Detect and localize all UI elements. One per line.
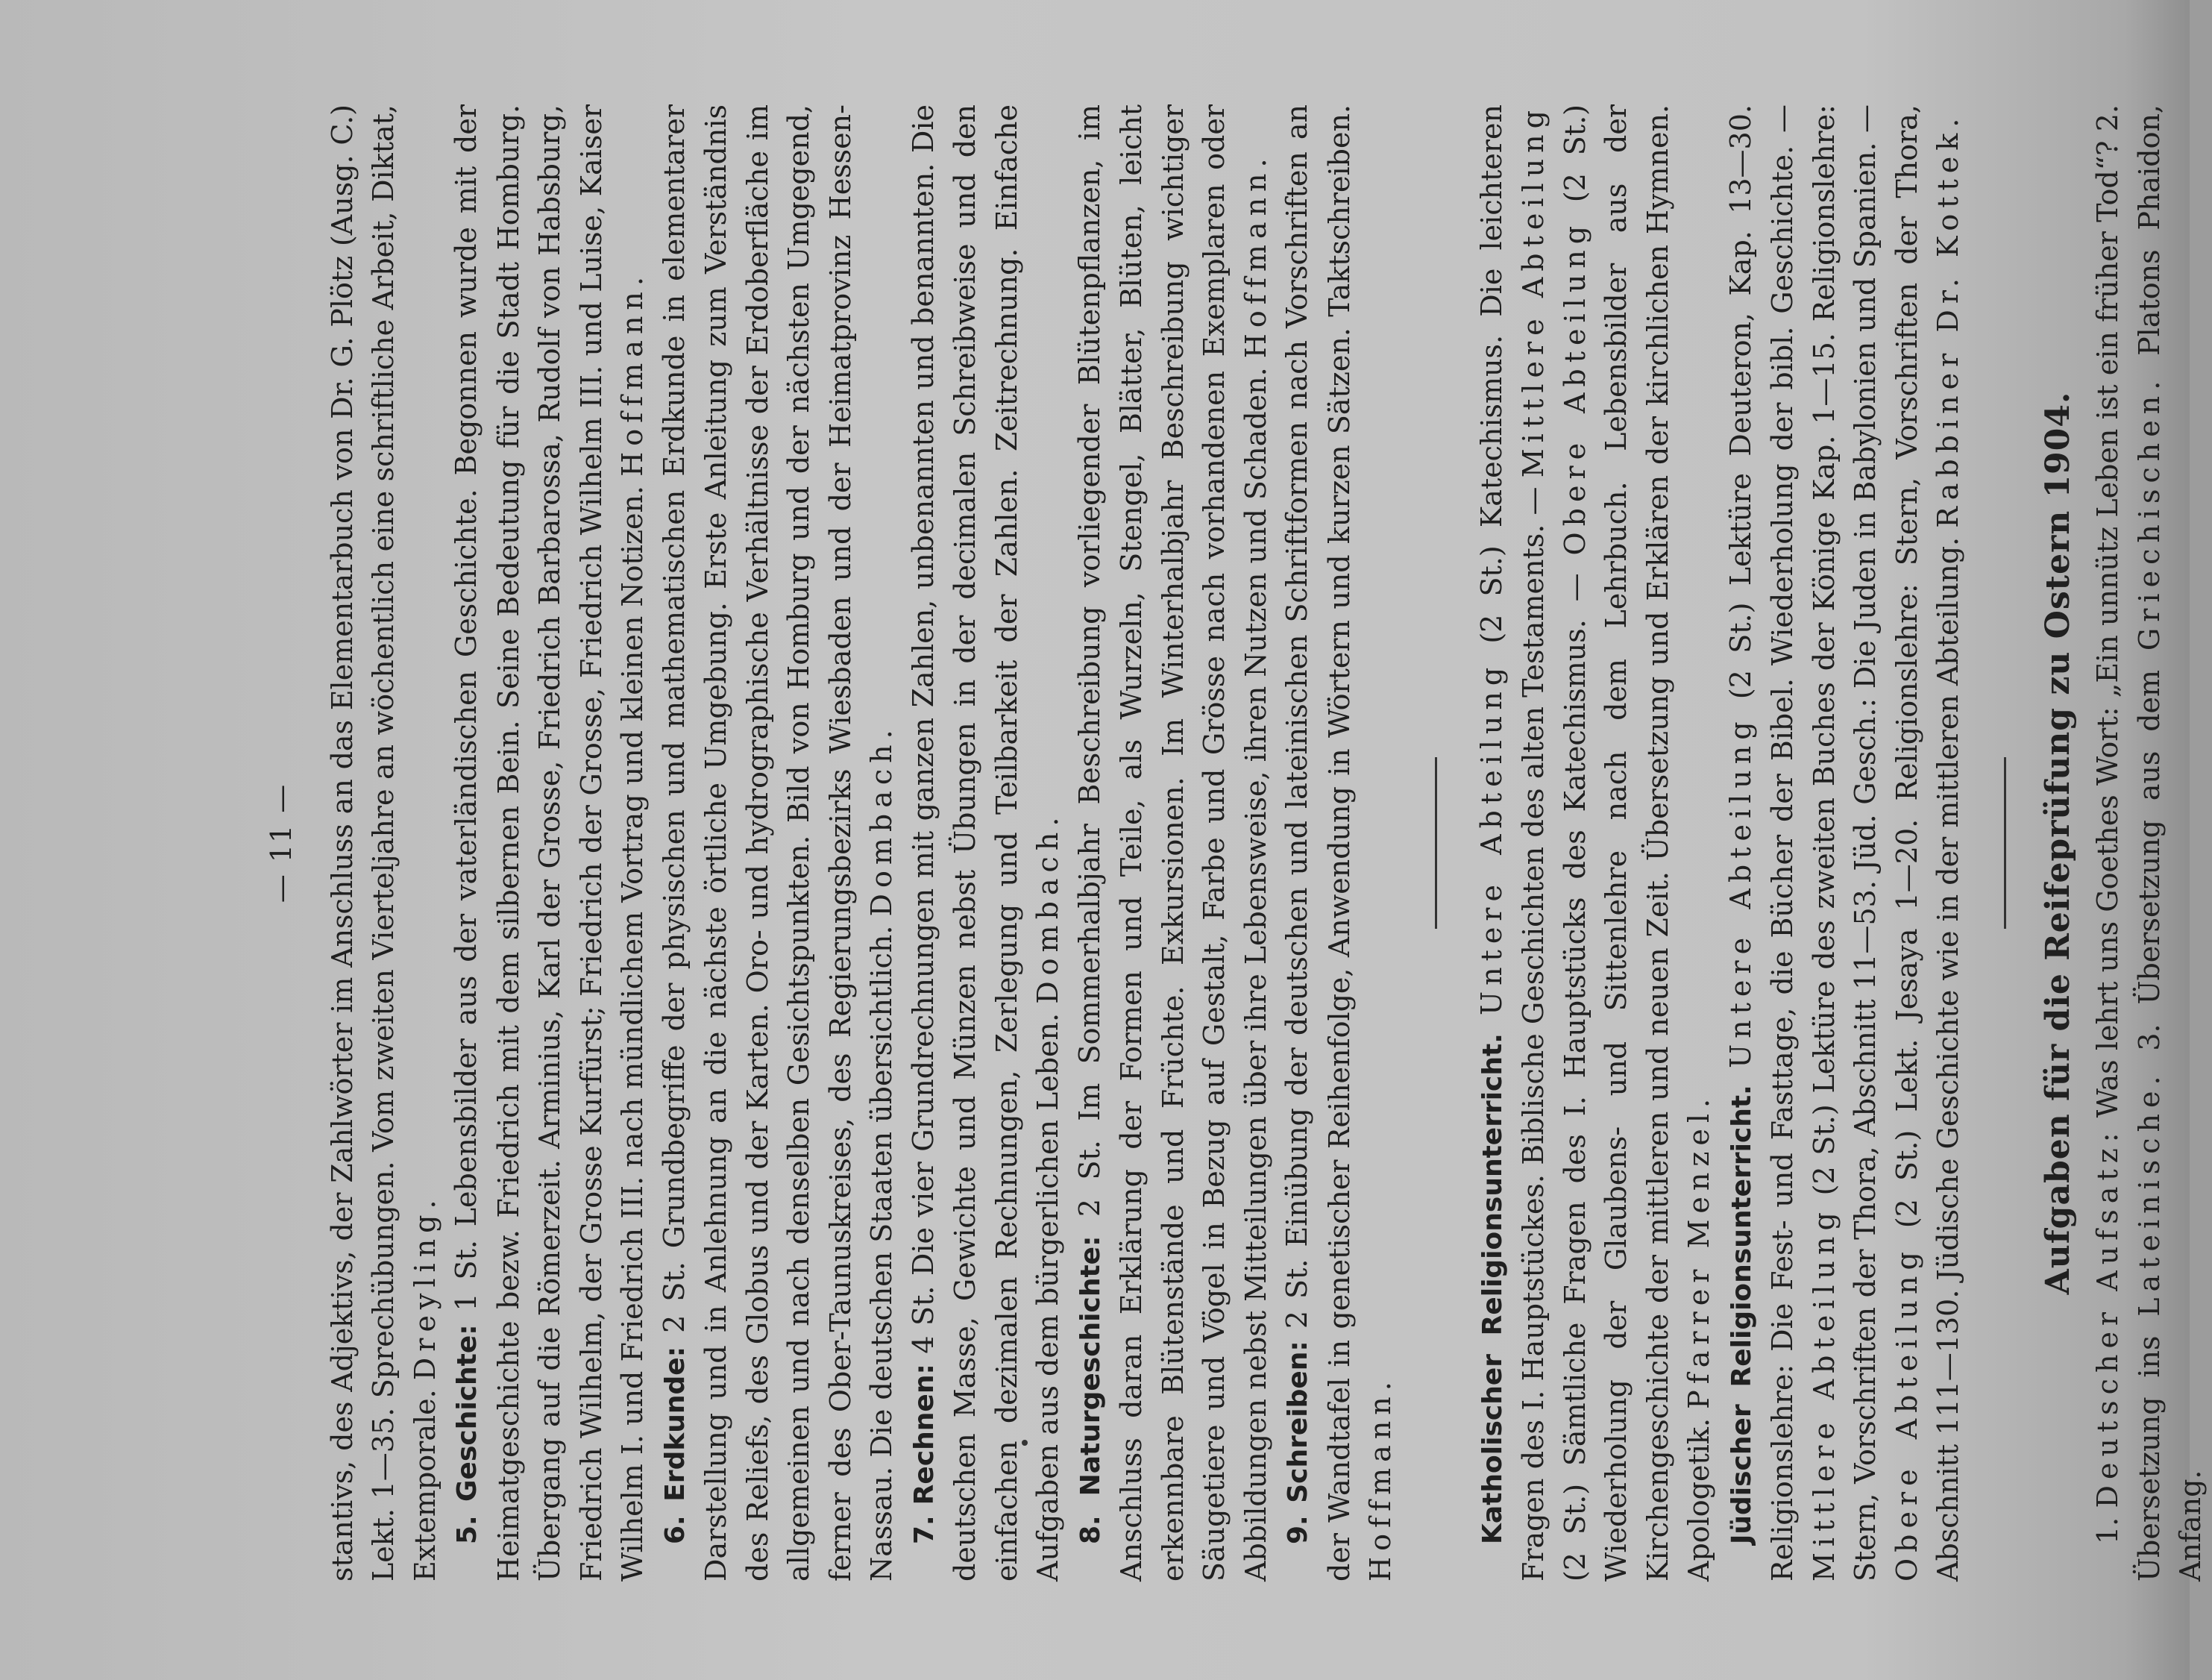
section-heading: 8. Naturgeschichte: <box>1075 1235 1106 1544</box>
catholic-middle-label: Mittlere Abteilung <box>1517 104 1550 478</box>
section-rechnen <box>903 104 1069 1582</box>
section-text: 2 St. Einübung der deutschen und lateinischen Schriftformen nach Vorschriften an der Wandtafel in genetischer Reihenfolge, Anwendung in Wörtern und kurzen Sätzen. Taktschreiben. <box>1281 104 1356 1582</box>
exam-item-text: Was lehrt uns Goethes Wort: „Ein unnütz Leben ist ein früher Tod“? <box>2091 140 2124 1118</box>
section-text: 1 St. Lebensbilder aus der vaterländischen Geschichte. Begonnen wurde mit der Heimatgeschichte bezw. Friedrich mit dem silbernen Bein. Seine Bedeutung für die Stadt Homburg. Übergang auf die Römerzeit. Arminius, Karl der Grosse, Friedrich Barbarossa, Rudolf von Habsburg, Friedrich Wilhelm, der Grosse Kurfürst; Friedrich der Grosse, Friedrich Wilhelm III. und Luise, Kaiser Wilhelm I. und Friedrich III. nach mündlichem Vortrag und kleinen Notizen. <box>450 104 649 1582</box>
catholic-upper-label: Obere Abteilung <box>1558 219 1592 556</box>
jewish-upper-text: (2 St.) Lekt. Jesaya 1—20. Religionslehre: Stern, Vorschriften der Thora, Abschnitt 111—130. Jüdische Geschichte wie in der mittleren Abteilung. <box>1890 104 1964 1582</box>
jewish-lower-label: Untere Abteilung <box>1724 715 1757 1068</box>
intro-teacher: Dreyling. <box>408 1194 442 1381</box>
section-teacher: Hoffmann. <box>616 271 649 477</box>
divider-rule <box>2004 757 2006 929</box>
exam-item-text: Übersetzung ins <box>2132 1335 2166 1582</box>
exam-item-text: Übersetzung aus dem <box>2132 669 2166 1005</box>
exam-item-number: 2. <box>2091 104 2124 132</box>
exam-item-label: Griechischen. <box>2132 374 2166 651</box>
section-text: 4 St. Die vier Grundrechnungen mit ganzen Zahlen, unbenannten und benannten. Die deutschen Masse, Gewichte und Münzen nebst Übungen in der decimalen Schreibweise und den einfachen dezimalen Rechnungen, Zerlegung und Teilbarkeit der Zahlen. Zeitrechnung. Einfache Aufgaben aus dem bürgerlichen Leben. <box>906 104 1064 1582</box>
jewish-middle-label: Mittlere Abteilung <box>1807 1206 1841 1582</box>
jewish-middle-text: (2 St.) Lektüre des zweiten Buches der Könige Kap. 1—15. Religionslehre: Stern, Vorschriften der Thora, Abschnitt 11—53. Jüd. Gesch.: Die Juden in Babylonien und Spanien. — <box>1807 104 1882 1582</box>
catholic-lower-text: (2 St.) Katechismus. Die leichteren Fragen des I. Hauptstückes. Biblische Geschichten des alten Testaments. — <box>1474 104 1550 1582</box>
section-text: 2 St. Im Sommerhalbjahr Beschreibung vorliegender Blütenpflanzen, im Anschluss daran Erklärung der Formen und Teile, als Wurzeln, Stengel, Blätter, Blüten, leicht erkennbare Blütenstände und Früchte. Exkursionen. Im Winterhalbjahr Beschreibung wichtiger Säugetiere und Vögel in Bezug auf Gestalt, Farbe und Grösse nach vorhandenen Exemplaren oder Abbildungen nebst Mitteilungen über ihre Lebensweise, ihren Nutzen und Schaden. <box>1072 104 1272 1582</box>
intro-text: stantivs, des Adjektivs, der Zahlwörter im Anschluss an das Elementarbuch von Dr. G. Plötz (Ausg. C.) Lekt. 1—35. Sprechübungen. Vom zweiten Vierteljahre an wöchentlich eine schriftliche Arbeit, Diktat, Extemporale. <box>325 104 442 1582</box>
section-heading: 9. Schreiben: <box>1283 1341 1313 1544</box>
catholic-religion-paragraph <box>1471 104 1721 1582</box>
exam-item-text: Platons Phaidon, Anfang. <box>2132 104 2207 1582</box>
exam-tasks-paragraph <box>2087 104 2212 1582</box>
catholic-middle-text: (2 St.) Sämtliche Fragen des I. Hauptstücks des Katechismus. — <box>1558 573 1592 1582</box>
section-heading: 6. Erdkunde: <box>659 1346 691 1544</box>
catholic-teacher: Pfarrer Menzel. <box>1682 1092 1715 1409</box>
section-text: 2 St. Grundbegriffe der physischen und mathematischen Erdkunde in elementarer Darstellung und in Anlehnung an die nächste örtliche Umgebung. Erste Anleitung zum Verständnis des Reliefs, des Globus und der Karten. Oro- und hydrographische Verhältnisse der Erdoberfläche im allgemeinen und nach denselben Gesichtspunkten. Bild von Homburg und der nächsten Umgegend, ferner des Ober-Taunuskreises, des Regierungsbezirks Wiesbaden und der Heimatprovinz Hessen-Nassau. Die deutschen Staaten übersichtlich. <box>657 104 898 1582</box>
catholic-lower-label: Untere Abteilung <box>1474 661 1508 1015</box>
section-teacher: Hoffmann. <box>1239 152 1272 359</box>
divider-rule <box>1435 757 1437 929</box>
intro-paragraph <box>322 104 447 1582</box>
exam-item-label: Lateinische. <box>2132 1070 2166 1317</box>
catholic-heading: Katholischer Religionsunterricht. <box>1477 1033 1508 1544</box>
exam-item-number: 3. <box>2132 1024 2166 1051</box>
exam-item-label: Deutscher Aufsatz: <box>2091 1126 2124 1508</box>
section-heading: 7. Rechnen: <box>908 1364 940 1544</box>
section-naturgeschichte <box>1069 104 1278 1582</box>
jewish-upper-label: Obere Abteilung <box>1890 1246 1923 1582</box>
section-heading: 5. Geschichte: <box>452 1324 483 1544</box>
jewish-lower-text: (2 St.) Lektüre Deuteron, Kap. 13—30. Religionslehre: Die Fest- und Fasttage, die Bücher der Bibel. Wiederholung der bibl. Geschichte. — <box>1724 104 1799 1582</box>
section-erdkunde <box>654 104 903 1582</box>
section-teacher: Dombach. <box>865 724 898 917</box>
exam-heading: Aufgaben für die Reifeprüfung zu Ostern 1904. <box>2038 391 2077 1295</box>
jewish-heading: Jüdischer Religionsunterricht. <box>1726 1085 1757 1544</box>
section-geschichte <box>446 104 654 1582</box>
document-page <box>261 104 2207 1582</box>
section-teacher: Dombach. <box>1031 811 1064 1004</box>
jewish-religion-paragraph <box>1721 104 1970 1582</box>
exam-item-number: 1. <box>2091 1517 2124 1544</box>
page-number: — 11 — <box>265 783 298 903</box>
jewish-teacher: Rabbiner Dr. Kottek. <box>1932 112 1964 528</box>
section-schreiben <box>1277 104 1402 1582</box>
section-teacher: Hoffmann. <box>1364 1376 1397 1582</box>
catholic-upper-text: (2 St.) Wiederholung der Glaubens- und Sittenlehre nach dem Lehrbuch. Lebensbilder aus der Kirchengeschichte der mittleren und neuen Zeit. Übersetzung und Erklären der kirchlichen Hymnen. Apologetik. <box>1558 104 1715 1582</box>
